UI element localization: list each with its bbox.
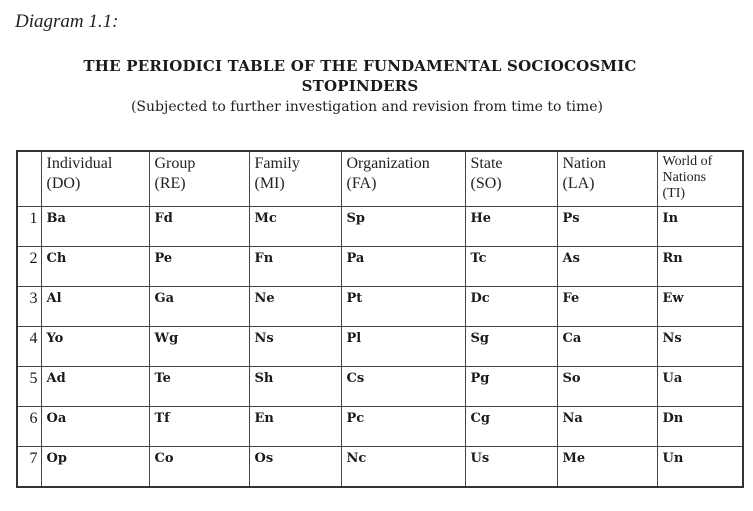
- title-line-1: THE PERIODICI TABLE OF THE FUNDAMENTAL SOCIOCOSMIC: [83, 57, 637, 75]
- table-row: [17, 287, 743, 327]
- table-cell: Pt: [341, 287, 465, 327]
- table-cell: Cg: [465, 407, 557, 447]
- table-row: [17, 407, 743, 447]
- table-cell: He: [465, 207, 557, 247]
- header-label: Organization: [346, 155, 430, 172]
- table-cell: Pe: [149, 247, 249, 287]
- table-cell: Ns: [249, 327, 341, 367]
- table-cell: Tf: [149, 407, 249, 447]
- table-cell: Te: [149, 367, 249, 407]
- header-label: Group: [154, 155, 196, 172]
- table-cell: Na: [557, 407, 657, 447]
- table-cell: Op: [41, 447, 149, 488]
- table-cell: Ca: [557, 327, 657, 367]
- table-cell: Al: [41, 287, 149, 327]
- table-cell: Co: [149, 447, 249, 488]
- table-cell: Ne: [249, 287, 341, 327]
- header-family: [249, 151, 341, 207]
- header-world-of-nations: [657, 151, 743, 207]
- table-cell: Ua: [657, 367, 743, 407]
- row-number: 4: [17, 327, 41, 367]
- header-code: (DO): [46, 175, 81, 192]
- header-group: [149, 151, 249, 207]
- header-nation: [557, 151, 657, 207]
- table-cell: Us: [465, 447, 557, 488]
- table-cell: Dn: [657, 407, 743, 447]
- header-label: Nation: [562, 155, 607, 172]
- table-cell: Fd: [149, 207, 249, 247]
- document-title: [0, 56, 720, 96]
- table-cell: Yo: [41, 327, 149, 367]
- table-cell: Pg: [465, 367, 557, 407]
- table-cell: Fe: [557, 287, 657, 327]
- row-number: 3: [17, 287, 41, 327]
- table-cell: Sg: [465, 327, 557, 367]
- header-organization: [341, 151, 465, 207]
- header-label: Individual: [46, 155, 113, 172]
- diagram-caption: Diagram 1.1:: [15, 11, 119, 32]
- header-code: (FA): [346, 175, 377, 192]
- table-cell: So: [557, 367, 657, 407]
- header-row: [17, 151, 743, 207]
- table-cell: Me: [557, 447, 657, 488]
- table-cell: Ns: [657, 327, 743, 367]
- header-individual: [41, 151, 149, 207]
- header-code: (RE): [154, 175, 186, 192]
- table-cell: Rn: [657, 247, 743, 287]
- table-row: [17, 447, 743, 488]
- table-cell: Tc: [465, 247, 557, 287]
- table-cell: Ad: [41, 367, 149, 407]
- table-cell: Ew: [657, 287, 743, 327]
- header-label: World of Nations: [662, 154, 713, 185]
- row-number: 7: [17, 447, 41, 488]
- table-cell: Ps: [557, 207, 657, 247]
- table-cell: Oa: [41, 407, 149, 447]
- table-cell: Fn: [249, 247, 341, 287]
- table-cell: Un: [657, 447, 743, 488]
- header-label: State: [470, 155, 503, 172]
- title-line-2: STOPINDERS: [301, 77, 419, 95]
- table-cell: Os: [249, 447, 341, 488]
- table-cell: Sp: [341, 207, 465, 247]
- periodic-table: [16, 150, 744, 488]
- table-cell: Sh: [249, 367, 341, 407]
- table-cell: Ba: [41, 207, 149, 247]
- header-code: (SO): [470, 175, 502, 192]
- table-cell: Nc: [341, 447, 465, 488]
- row-number: 6: [17, 407, 41, 447]
- table-cell: As: [557, 247, 657, 287]
- header-label: Family: [254, 155, 300, 172]
- row-number: 5: [17, 367, 41, 407]
- table-row: [17, 207, 743, 247]
- table-cell: Ch: [41, 247, 149, 287]
- table-cell: En: [249, 407, 341, 447]
- header-corner-cell: [17, 151, 41, 207]
- header-code: (TI): [662, 186, 686, 201]
- table-row: [17, 367, 743, 407]
- row-number: 2: [17, 247, 41, 287]
- table-cell: In: [657, 207, 743, 247]
- table-cell: Ga: [149, 287, 249, 327]
- table-cell: Pa: [341, 247, 465, 287]
- table-row: [17, 247, 743, 287]
- table-row: [17, 327, 743, 367]
- header-state: [465, 151, 557, 207]
- document-subtitle: (Subjected to further investigation and revision from time to time): [130, 99, 604, 115]
- table-cell: Cs: [341, 367, 465, 407]
- table-cell: Pc: [341, 407, 465, 447]
- table-cell: Mc: [249, 207, 341, 247]
- table-cell: Wg: [149, 327, 249, 367]
- table-cell: Dc: [465, 287, 557, 327]
- header-code: (LA): [562, 175, 595, 192]
- table-cell: Pl: [341, 327, 465, 367]
- header-code: (MI): [254, 175, 285, 192]
- row-number: 1: [17, 207, 41, 247]
